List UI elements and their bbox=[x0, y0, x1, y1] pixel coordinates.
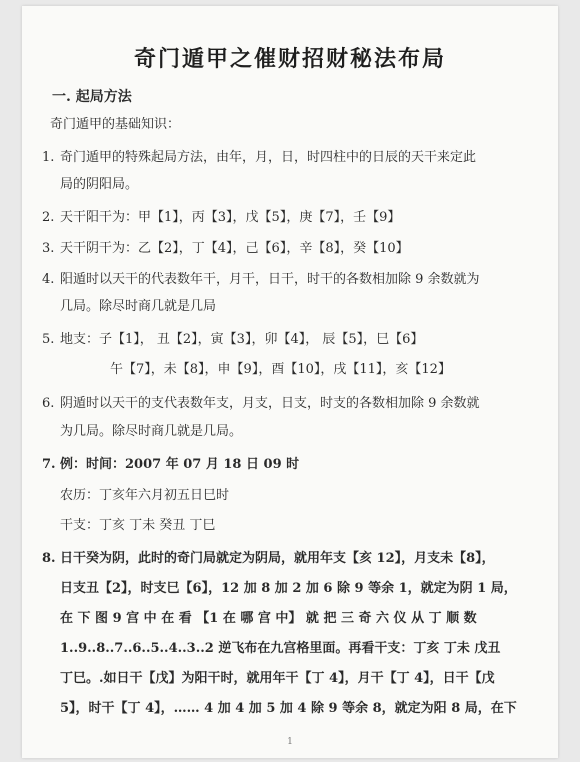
item-text: 奇门遁甲的特殊起局方法，由年，月，日，时四柱中的日辰的天干来定此 bbox=[60, 150, 477, 165]
item-6-cont: 为几局。除尽时商几就是几局。 bbox=[60, 424, 243, 439]
item-4-cont: 几局。除尽时商几就是几局 bbox=[60, 299, 217, 314]
item-number: 1. bbox=[42, 150, 55, 165]
item-3 bbox=[42, 241, 409, 257]
item-5 bbox=[42, 332, 423, 348]
item-text: 例：时间：2007 年 07 月 18 日 09 时 bbox=[60, 457, 300, 472]
item-7 bbox=[42, 457, 299, 473]
item-text: 天干阳干为：甲【1】，丙【3】，戊【5】，庚【7】，壬【9】 bbox=[60, 210, 401, 225]
document-page bbox=[22, 6, 558, 758]
item-number: 8. bbox=[42, 551, 56, 566]
item-number: 3. bbox=[42, 241, 55, 256]
item-text: 日干癸为阴，此时的奇门局就定为阴局，就用年支【亥 12】，月支未【8】， bbox=[60, 551, 495, 566]
item-8-line-6: 5】，时干【丁 4】，…… 4 加 4 加 5 加 4 除 9 等余 8，就定为阳 8 局，在下 bbox=[60, 701, 517, 716]
item-number: 2. bbox=[42, 210, 55, 225]
item-text: 地支：子【1】， 丑【2】，寅【3】，卯【4】， 辰【5】，巳【6】 bbox=[60, 332, 424, 347]
item-8-line-5: 丁巳。.如日干【戊】为阳干时，就用年干【丁 4】，月干【丁 4】，日干【戊 bbox=[60, 671, 495, 686]
item-text: 阳遁时以天干的代表数年干，月干，日干，时干的各数相加除 9 余数就为 bbox=[60, 272, 480, 287]
section-heading: 一. 起局方法 bbox=[52, 89, 132, 105]
item-8-line-2: 日支丑【2】，时支巳【6】，12 加 8 加 2 加 6 除 9 等余 1，就定为阴 1 局， bbox=[60, 581, 517, 596]
item-2 bbox=[42, 210, 400, 226]
item-number: 4. bbox=[42, 272, 55, 287]
item-number: 7. bbox=[42, 457, 56, 472]
item-number: 6. bbox=[42, 396, 55, 411]
item-1-cont: 局的阴阳局。 bbox=[60, 177, 139, 192]
item-1 bbox=[42, 150, 476, 166]
item-6 bbox=[42, 396, 480, 412]
item-text: 天干阴干为：乙【2】，丁【4】，己【6】，辛【8】，癸【10】 bbox=[60, 241, 409, 256]
item-8 bbox=[42, 551, 495, 567]
item-7-ganzhi: 干支：丁亥 丁未 癸丑 丁巳 bbox=[60, 518, 216, 533]
document-title: 奇门遁甲之催财招财秘法布局 bbox=[133, 46, 446, 72]
item-4 bbox=[42, 272, 480, 288]
page-number: 1 bbox=[287, 737, 293, 747]
item-number: 5. bbox=[42, 332, 55, 347]
item-7-lunar: 农历：丁亥年六月初五日巳时 bbox=[60, 488, 230, 503]
item-8-line-3: 在 下 图 9 宫 中 在 看 【1 在 哪 宫 中】 就 把 三 奇 六 仪 从 丁 顺 数 bbox=[60, 611, 477, 626]
item-5-cont: 午【7】，未【8】，申【9】，酉【10】，戌【11】，亥【12】 bbox=[110, 362, 451, 377]
item-text: 阴遁时以天干的支代表数年支，月支，日支，时支的各数相加除 9 余数就 bbox=[60, 396, 480, 411]
intro-text: 奇门遁甲的基础知识： bbox=[50, 117, 181, 132]
item-8-line-4: 1..9..8..7..6..5..4..3..2 逆飞布在九宫格里面。再看干支：丁亥 丁未 戊丑 bbox=[60, 641, 501, 656]
